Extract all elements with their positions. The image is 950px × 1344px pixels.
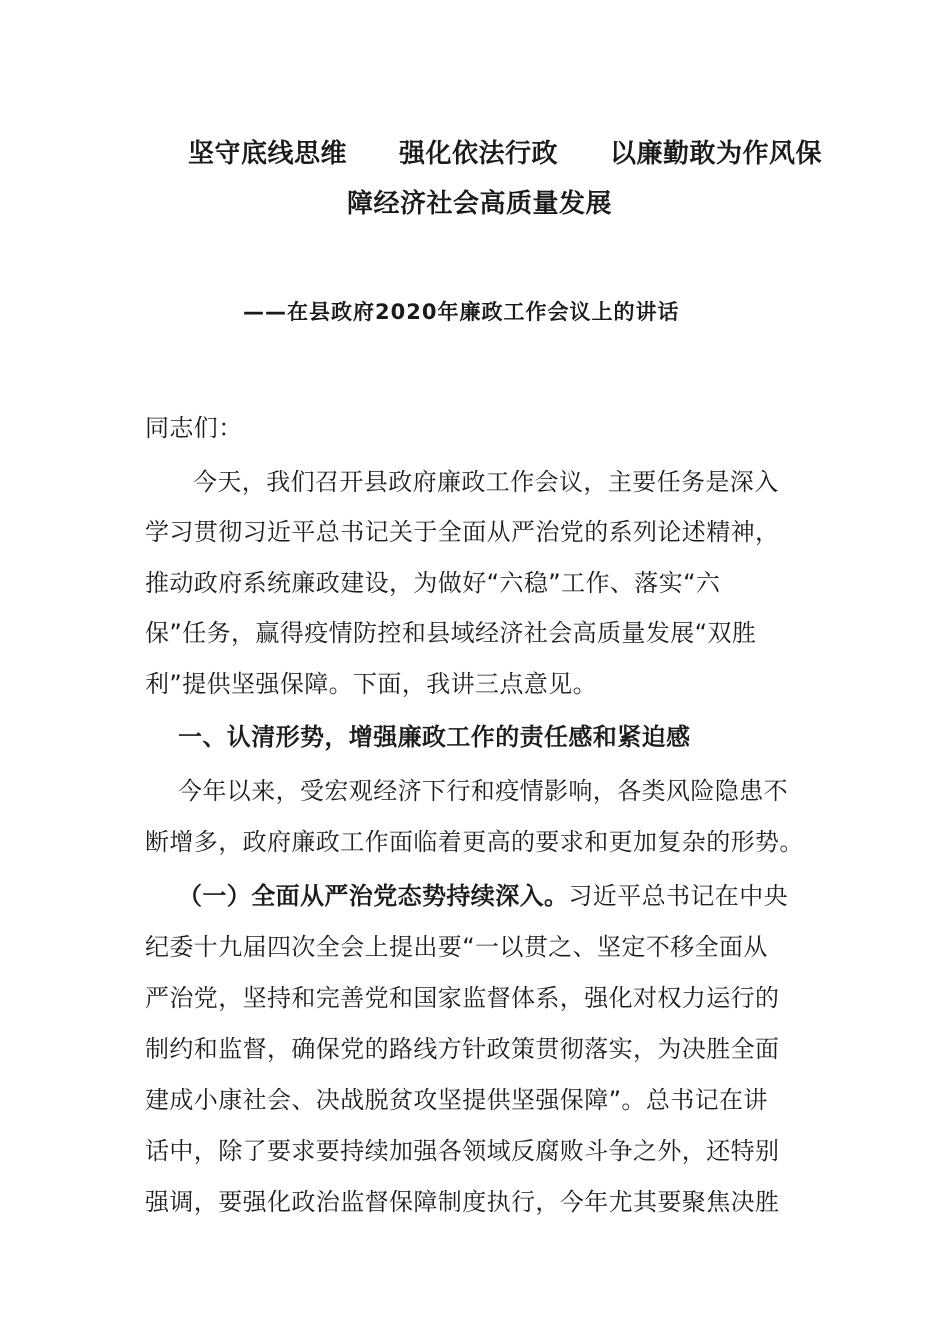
sub1-line-7: 强调，要强化政治监督保障制度执行，今年尤其要聚焦决胜: [145, 1188, 780, 1216]
title-line-1: [188, 133, 822, 170]
sub1-line-1: [178, 876, 788, 911]
title-part-3: 以廉勤敢为作风保: [610, 139, 823, 169]
intro-line-2: 学习贯彻习近平总书记关于全面从严治党的系列论述精神，: [145, 518, 780, 546]
sub1-line-4: 制约和监督，确保党的路线方针政策贯彻落实，为决胜全面: [145, 1035, 780, 1063]
title-part-2: 强化依法行政: [399, 139, 559, 169]
section1-para-line-2: 断增多，政府廉政工作面临着更高的要求和更加复杂的形势。: [145, 828, 804, 856]
subtitle: ——在县政府2020年廉政工作会议上的讲话: [243, 300, 680, 324]
intro-line-3: 推动政府系统廉政建设，为做好“六稳”工作、落实“六: [145, 569, 721, 597]
title-line-2: 障经济社会高质量发展: [347, 189, 613, 219]
section-heading-1: 一、认清形势，增强廉政工作的责任感和紧迫感: [178, 723, 691, 751]
sub1-line-5: 建成小康社会、决战脱贫攻坚提供坚强保障”。总书记在讲: [145, 1086, 768, 1114]
intro-line-1: 今天，我们召开县政府廉政工作会议，主要任务是深入: [193, 468, 779, 496]
salutation: 同志们：: [145, 414, 243, 442]
sub1-first-rest: 习近平总书记在中央: [568, 882, 789, 910]
sub1-line-2: 纪委十九届四次全会上提出要“一以贯之、坚定不移全面从: [145, 933, 768, 961]
intro-line-5: 利”提供坚强保障。下面，我讲三点意见。: [145, 670, 598, 698]
intro-line-4: 保”任务，赢得疫情防控和县域经济社会高质量发展“双胜: [145, 619, 757, 647]
section1-para-line-1: 今年以来，受宏观经济下行和疫情影响，各类风险隐患不: [178, 777, 788, 805]
sub1-line-6: 话中，除了要求要持续加强各领域反腐败斗争之外，还特别: [145, 1137, 780, 1165]
sub1-lead: （一）全面从严治党态势持续深入。: [178, 882, 569, 910]
title-part-1: 坚守底线思维: [188, 139, 348, 169]
sub1-line-3: 严治党，坚持和完善党和国家监督体系，强化对权力运行的: [145, 984, 780, 1012]
